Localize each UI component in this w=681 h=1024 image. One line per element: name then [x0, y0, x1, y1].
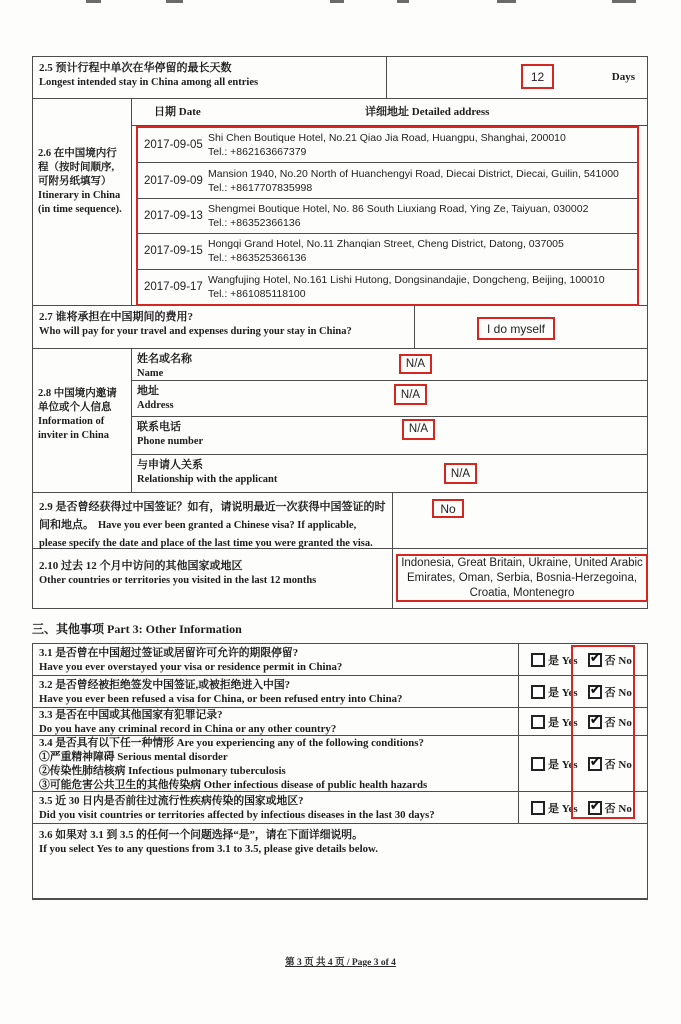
- part3-table: [32, 643, 648, 900]
- q2-10-answer-cell: [393, 549, 647, 608]
- q3-1-question: [33, 644, 519, 675]
- check-mark-icon: ✔: [589, 649, 602, 666]
- q3-2-question: [33, 676, 519, 707]
- field-zh: 姓名或名称: [137, 353, 192, 365]
- q3-3-en: Do you have any criminal record in China or any other country?: [39, 722, 337, 735]
- row-q3-3: [33, 708, 647, 736]
- check-mark-icon: ✔: [589, 797, 602, 814]
- no-checkbox-checked: [588, 711, 602, 729]
- scan-speck: [612, 0, 636, 3]
- inviter-phone-answer: N/A: [402, 419, 435, 440]
- q3-5-en: Did you visit countries or territories affected by infectious diseases in the last 30 days?: [39, 808, 435, 821]
- row-q2-6: [33, 99, 647, 306]
- itinerary-row: [138, 128, 637, 162]
- field-en: Relationship with the applicant: [137, 474, 278, 486]
- q3-4-line: ③可能危害公共卫生的其他传染病 Other infectious disease of public health hazards: [39, 778, 428, 791]
- q2-10-answer: Indonesia, Great Britain, Ukraine, United Arabic Emirates, Oman, Serbia, Bosnia-Herzegoina, Croatia, Montenegro: [396, 554, 648, 602]
- row-q3-6: [33, 824, 647, 899]
- no-label: 否 No: [604, 654, 632, 667]
- q2-8-label: [33, 349, 132, 492]
- inviter-name-answer: N/A: [399, 354, 432, 374]
- check-mark-icon: ✔: [589, 711, 602, 728]
- q2-8-content: [132, 349, 647, 492]
- itinerary-address: [204, 202, 637, 230]
- itinerary-row: [138, 233, 637, 268]
- q2-5-question: [33, 57, 387, 98]
- field-zh: 与申请人关系: [137, 459, 203, 472]
- yes-label: 是 Yes: [548, 758, 578, 771]
- q3-1-zh: 3.1 是否曾在中国超过签证或居留许可允许的期限停留?: [39, 646, 299, 659]
- row-q3-4: [33, 736, 647, 792]
- q2-6-content: [132, 99, 647, 305]
- tel-line: Tel.: +862163667379: [208, 146, 307, 159]
- check-mark-icon: ✔: [589, 753, 602, 770]
- q3-5-choices: [519, 792, 647, 823]
- q2-9-en: Have you ever been granted a Chinese visa? If applicable, please specify the date and place of the last time you were granted the visa.: [39, 520, 373, 549]
- inviter-name-row: [132, 349, 647, 381]
- row-q3-2: [33, 676, 647, 708]
- q3-1-choices: [519, 644, 647, 675]
- q2-6-en: Itinerary in China (in time sequence).: [38, 190, 122, 215]
- q3-4-question: [33, 736, 519, 791]
- no-label: 否 No: [604, 716, 632, 729]
- tel-line: Tel.: +8617707835998: [208, 181, 313, 194]
- scan-speck: [330, 0, 344, 3]
- field-zh: 联系电话: [137, 420, 181, 433]
- q3-2-zh: 3.2 是否曾经被拒绝签发中国签证,或被拒绝进入中国?: [39, 678, 291, 691]
- q2-7-zh: 2.7 谁将承担在中国期间的费用?: [39, 311, 193, 323]
- q2-9-zh: 2.9 是否曾经获得过中国签证？如有，请说明最近一次获得中国签证的时间和地点。: [39, 501, 386, 531]
- q2-5-en: Longest intended stay in China among all entries: [39, 77, 259, 88]
- inviter-phone-row: [132, 417, 647, 456]
- q3-6-zh: 3.6 如果对 3.1 到 3.5 的任何一个问题选择“是”，请在下面详细说明。: [39, 829, 363, 841]
- yes-checkbox-unchecked: [531, 685, 545, 699]
- inviter-relationship-answer: N/A: [444, 463, 477, 484]
- check-mark-icon: ✔: [589, 681, 602, 698]
- q3-5-question: [33, 792, 519, 823]
- row-q2-10: [33, 549, 647, 608]
- page-footer: 第 3 页 共 4 页 / Page 3 of 4: [285, 958, 396, 968]
- itinerary-row: [138, 198, 637, 233]
- itinerary-date: 2017-09-05: [144, 139, 203, 152]
- q3-5-zh: 3.5 近 30 日内是否前往过流行性疾病传染的国家或地区?: [39, 794, 304, 807]
- itinerary-annotation-box: [136, 126, 639, 306]
- itinerary-address: [204, 273, 637, 301]
- q2-9-answer-cell: [393, 493, 647, 548]
- itinerary-address: [204, 131, 637, 159]
- row-q2-5: [33, 57, 647, 99]
- q2-10-question: [33, 549, 393, 608]
- inviter-address-row: [132, 381, 647, 417]
- address-column-header: 详细地址 Detailed address: [365, 106, 490, 118]
- q2-7-answer: I do myself: [477, 317, 555, 340]
- no-checkbox-checked: [588, 649, 602, 667]
- yes-label: 是 Yes: [548, 802, 578, 815]
- q3-1-en: Have you ever overstayed your visa or residence permit in China?: [39, 660, 343, 673]
- row-q3-1: [33, 644, 647, 676]
- tel-line: Tel.: +863525366136: [208, 252, 307, 265]
- yes-checkbox-unchecked: [531, 653, 545, 667]
- itinerary-row: [138, 269, 637, 304]
- itinerary-header: [132, 99, 647, 126]
- q3-4-line: ②传染性肺结核病 Infectious pulmonary tuberculosis: [39, 764, 286, 777]
- q3-2-en: Have you ever been refused a visa for China, or been refused entry into China?: [39, 692, 403, 705]
- q3-6-en: If you select Yes to any questions from 3.1 to 3.5, please give details below.: [39, 843, 378, 855]
- q2-7-question: [33, 306, 415, 348]
- q2-5-unit: Days: [611, 71, 635, 83]
- itinerary-date: 2017-09-13: [144, 210, 203, 223]
- q2-8-zh: 2.8 中国境内邀请单位或个人信息: [38, 388, 117, 413]
- no-label: 否 No: [604, 758, 632, 771]
- yes-checkbox-unchecked: [531, 715, 545, 729]
- date-column-header: 日期 Date: [154, 106, 201, 118]
- no-checkbox-checked: [588, 797, 602, 815]
- scan-speck: [397, 0, 409, 3]
- q2-9-answer: No: [432, 499, 464, 518]
- itinerary-address: [204, 167, 637, 195]
- q3-3-zh: 3.3 是否在中国或其他国家有犯罪记录?: [39, 708, 223, 721]
- row-q2-8: [33, 349, 647, 493]
- q3-3-choices: [519, 708, 647, 735]
- q3-4-line: ①严重精神障碍 Serious mental disorder: [39, 750, 228, 763]
- q2-5-answer-cell: [387, 57, 647, 98]
- row-q2-9: [33, 493, 647, 549]
- q3-6-question: [33, 824, 647, 898]
- itinerary-row: [138, 162, 637, 197]
- q2-7-en: Who will pay for your travel and expenses during your stay in China?: [39, 326, 352, 337]
- no-label: 否 No: [604, 686, 632, 699]
- q2-7-answer-cell: [415, 306, 647, 348]
- address-line: Shengmei Boutique Hotel, No. 86 South Liuxiang Road, Ying Ze, Taiyuan, 030002: [208, 203, 589, 216]
- tel-line: Tel.: +861085118100: [208, 287, 306, 300]
- q2-8-en: Information of inviter in China: [38, 416, 109, 441]
- no-label: 否 No: [604, 802, 632, 815]
- q2-10-en: Other countries or territories you visited in the last 12 months: [39, 575, 317, 586]
- part2-table: [32, 56, 648, 609]
- q2-9-question: [33, 493, 393, 548]
- q3-4-line: 3.4 是否具有以下任一种情形 Are you experiencing any of the following conditions?: [39, 736, 424, 749]
- field-en: Phone number: [137, 435, 204, 447]
- itinerary-date: 2017-09-15: [144, 245, 203, 258]
- q2-6-zh: 2.6 在中国境内行程（按时间顺序, 可附另纸填写）: [38, 148, 117, 187]
- field-zh: 地址: [137, 385, 159, 397]
- address-line: Wangfujing Hotel, No.161 Lishi Hutong, Dongsinandajie, Dongcheng, Beijing, 100010: [208, 273, 605, 286]
- yes-checkbox-unchecked: [531, 801, 545, 815]
- q3-2-choices: [519, 676, 647, 707]
- q2-5-answer: 12: [521, 64, 554, 89]
- address-line: Hongqi Grand Hotel, No.11 Zhanqian Street, Cheng District, Datong, 037005: [208, 238, 564, 251]
- tel-line: Tel.: +86352366136: [208, 217, 301, 230]
- q2-10-zh: 2.10 过去 12 个月中访问的其他国家或地区: [39, 560, 243, 572]
- itinerary-date: 2017-09-09: [144, 174, 203, 187]
- address-line: Shi Chen Boutique Hotel, No.21 Qiao Jia Road, Huangpu, Shanghai, 200010: [208, 132, 566, 145]
- scan-speck: [86, 0, 101, 3]
- q3-4-choices: [519, 736, 647, 791]
- part3-title: 三、其他事项 Part 3: Other Information: [32, 622, 242, 636]
- yes-label: 是 Yes: [548, 686, 578, 699]
- itinerary-date: 2017-09-17: [144, 280, 203, 293]
- scan-speck: [497, 0, 516, 3]
- row-q3-5: [33, 792, 647, 824]
- address-line: Mansion 1940, No.20 North of Huanchengyi Road, Diecai District, Diecai, Guilin, 541000: [208, 167, 619, 180]
- q2-6-label: [33, 99, 132, 305]
- q2-5-zh: 2.5 预计行程中单次在华停留的最长天数: [39, 62, 232, 74]
- field-en: Address: [137, 400, 174, 411]
- no-checkbox-checked: [588, 753, 602, 771]
- itinerary-address: [204, 237, 637, 265]
- yes-label: 是 Yes: [548, 654, 578, 667]
- field-en: Name: [137, 368, 164, 379]
- yes-label: 是 Yes: [548, 716, 578, 729]
- no-checkbox-checked: [588, 681, 602, 699]
- yes-checkbox-unchecked: [531, 757, 545, 771]
- q3-3-question: [33, 708, 519, 735]
- scan-speck: [166, 0, 183, 3]
- row-q2-7: [33, 306, 647, 349]
- inviter-address-answer: N/A: [394, 384, 427, 405]
- inviter-relationship-row: [132, 455, 647, 492]
